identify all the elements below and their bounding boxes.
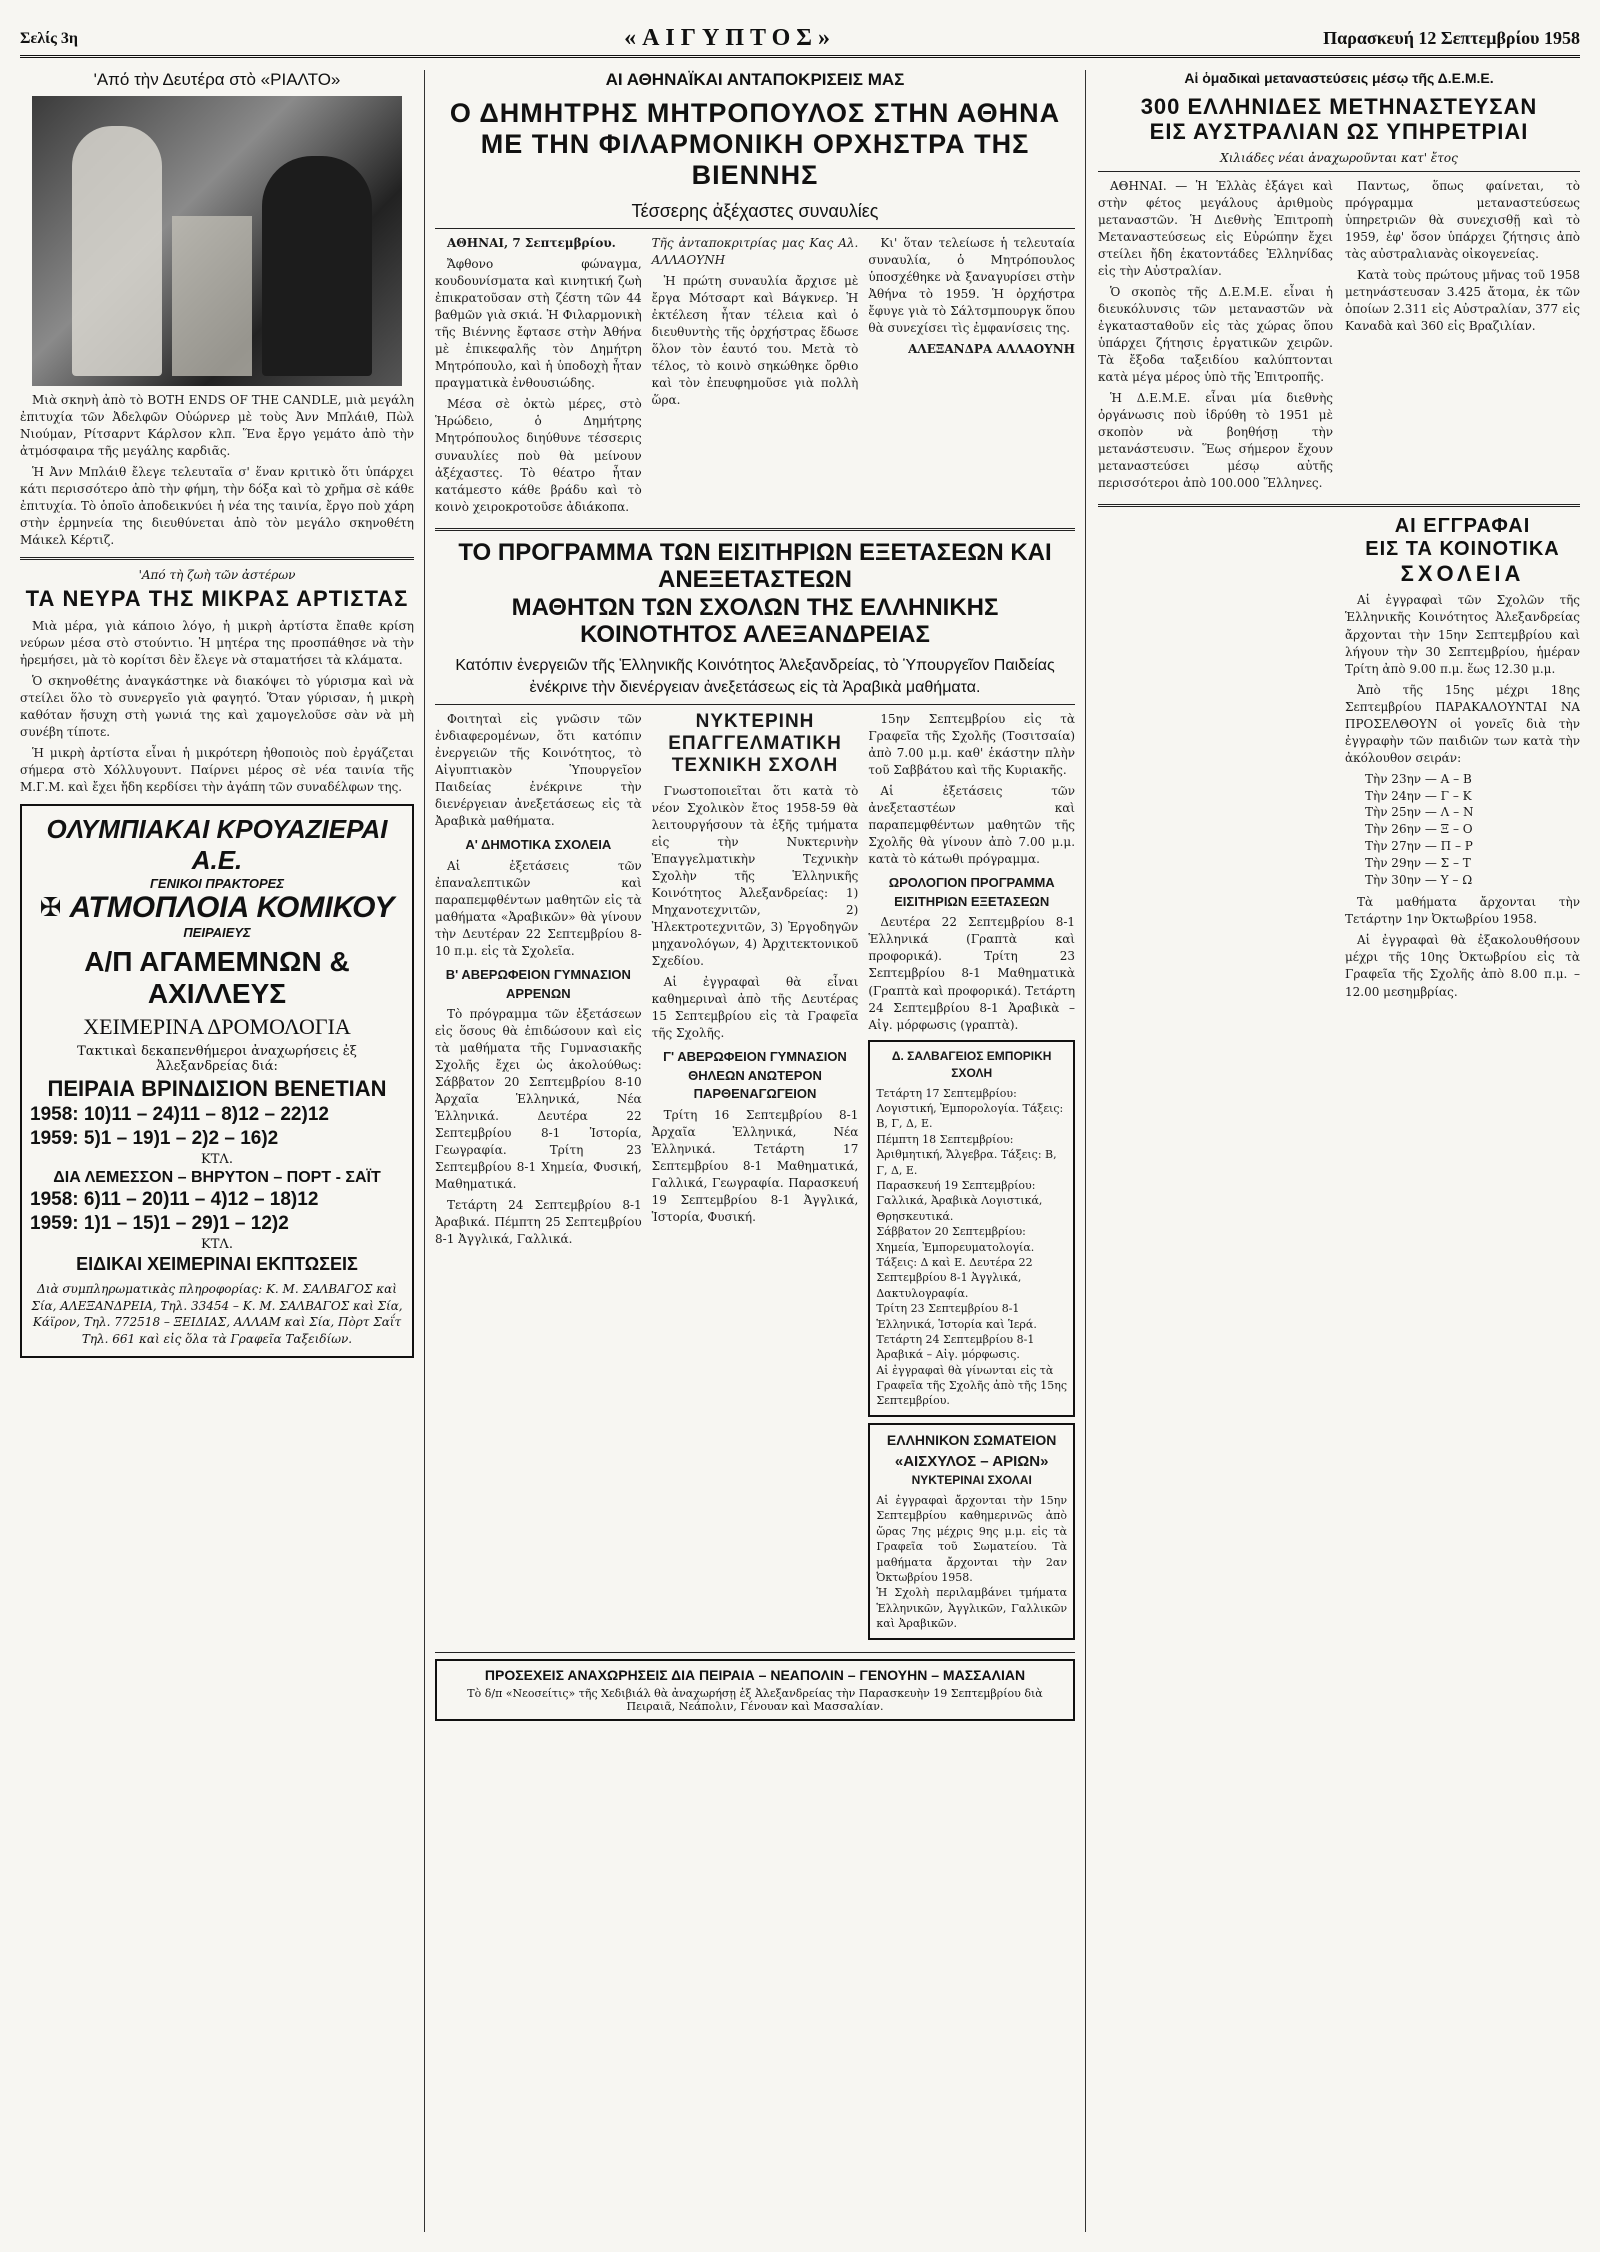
ad-company-title: ΟΛΥΜΠΙΑΚΑΙ ΚΡΟΥΑΖΙΕΡΑΙ Α.Ε.: [46, 813, 388, 875]
program-section-heading: Β' ΑΒΕΡΩΦΕΙΟΝ ΓΥΜΝΑΣΙΟΝ ΑΡΡΕΝΩΝ: [445, 967, 631, 1001]
ad-route-2: ΔΙΑ ΛΕΜΕΣΣΟΝ – ΒΗΡΥΤΟΝ – ΠΟΡΤ - ΣΑΪΤ: [53, 1168, 381, 1186]
enrollment-title-1: ΑΙ ΕΓΓΡΑΦΑΙ: [1394, 515, 1531, 538]
film-still-photo: [32, 96, 402, 386]
salvageios-line: Αἱ ἐγγραφαὶ θὰ γίνωνται εἰς τὰ Γραφεῖα τῆς Σχολῆς ἀπὸ τῆς 15ης Σεπτεμβρίου.: [876, 1363, 1067, 1408]
program-paragraph: Αἱ ἐξετάσεις τῶν ἐπαναλεπτικῶν καὶ παραπεμφθέντων μαθητῶν εἰς τὰ μαθήματα «Ἀραβικῶν» θὰ γίνουν τὴν Δευτέραν 22 Σεπτεμβρίου 8-10 π.μ. εἰς τὰ Σχολεῖα.: [435, 858, 642, 959]
society-name: «ΑΙΣΧΥΛΟΣ – ΑΡΙΩΝ»: [894, 1452, 1049, 1470]
ad-discounts: ΕΙΔΙΚΑΙ ΧΕΙΜΕΡΙΝΑΙ ΕΚΠΤΩΣΕΙΣ: [76, 1253, 358, 1274]
enrollment-paragraph: Ἀπὸ τῆς 15ης μέχρι 18ης Σεπτεμβρίου ΠΑΡΑΚΑΛΟΥΝΤΑΙ ΝΑ ΠΡΟΣΕΛΘΟΥΝ οἱ γονεῖς διὰ τὴν ἐγγραφὴν τῶν παιδιῶν των κατὰ τὴν ἀκόλουθον σειράν:: [1345, 682, 1580, 765]
mitropoulos-headline-1: Ο ΔΗΜΗΤΡΗΣ ΜΗΤΡΟΠΟΥΛΟΣ ΣΤΗΝ ΑΘΗΝΑ: [449, 98, 1061, 128]
program-paragraph: Τρίτη 16 Σεπτεμβρίου 8-1 Ἀρχαῖα Ἑλληνικά, Νέα Ἑλληνικά. Τετάρτη 17 Σεπτεμβρίου 8-1 Μαθηματικά, Γαλλικά, Γεωγραφία. Παρασκευή 19 Σεπτεμβρίου 8-1 Ἀγγλικά, Ἱστορία, Φυσική.: [651, 1107, 859, 1224]
nerves-article: [20, 618, 414, 796]
program-body: [435, 711, 1075, 1645]
emigration-paragraph: Ὁ σκοπὸς τῆς Δ.Ε.Μ.Ε. εἶναι ἡ διευκόλυνσις τῶν μεταναστῶν νὰ ἐγκατασταθοῦν εἰς τὰς χώρας ὅπου ὑπάρχει ζήτησις ἐργατικῶν χειρῶν. Τὰ ἔξοδα ταξειδίου καλύπτονται κατὰ μέγα μέρος ὑπὸ τῆς Ἐπιτροπῆς.: [1098, 284, 1333, 384]
program-paragraph: Τετάρτη 24 Σεπτεμβρίου 8-1 Ἀραβικά. Πέμπτη 25 Σεπτεμβρίου 8-1 Ἀγγλικά, Γαλλικά.: [435, 1198, 642, 1247]
byline: Τῆς ἀνταποκριτρίας μας Κας Αλ. ΑΛΛΑΟΥΝΗ: [651, 236, 859, 268]
enrollment-letter-row: Τὴν 24ην — Γ – Κ: [1365, 788, 1472, 803]
ad-city: ΠΕΙΡΑΙΕΥΣ: [183, 924, 251, 940]
photo-figure-center: [172, 216, 252, 376]
dateline: ΑΘΗΝΑΙ, 7 Σεπτεμβρίου.: [447, 236, 616, 251]
middle-section: [435, 70, 1075, 2232]
salvageios-line: Σάββατον 20 Σεπτεμβρίου: Χημεία, Ἐμπορευματολογία. Τάξεις: Δ καὶ Ε. Δευτέρα 22 Σεπτεμβρίου 8-1 Ἀγγλικά, Δακτυλογραφία.: [876, 1225, 1035, 1300]
divider: [435, 704, 1075, 705]
society-paragraph: Αἱ ἐγγραφαὶ ἄρχονται τὴν 15ην Σεπτεμβρίου καθημερινῶς ἀπὸ ὥρας 7ης μέχρις 9ης μ.μ. εἰς τὰ Γραφεῖα τοῦ Σωματείου. Τὰ μαθήματα ἄρχονται τὴν 2αν Ὀκτωβρίου 1958.: [876, 1494, 1068, 1585]
ad-note: Τακτικαὶ δεκαπενθήμεροι ἀναχωρήσεις ἐξ Ἀλεξανδρείας διά:: [77, 1043, 357, 1074]
article-paragraph: Κι' ὅταν τελείωσε ἡ τελευταία συναυλία, ὁ Μητρόπουλος ὑποσχέθηκε νὰ ξαναγυρίσει στὴν Ἀθήνα τὸ 1959. Ἡ ὀρχήστρα ἔφυγε γιὰ τὸ Σάλτσμπουργκ ὅπου θὰ συνεχίσει τὶς ἐμφανίσεις της.: [868, 236, 1075, 336]
program-section-heading: ΩΡΟΛΟΓΙΟΝ ΠΡΟΓΡΑΜΜΑ ΕΙΣΙΤΗΡΙΩΝ ΕΞΕΤΑΣΕΩΝ: [888, 875, 1055, 909]
enrollment-letter-row: Τὴν 25ην — Λ – Ν: [1365, 805, 1474, 820]
photo-body: Ἡ Ἀνν Μπλάιθ ἔλεγε τελευταῖα σ' ἕναν κριτικὸ ὅτι ὑπάρχει κάτι περισσότερο ἀπὸ τὴν φήμη, τὴν δόξα καὶ τὸ χρῆμα σὲ κάθε ἐπιτυχία. Τὸ ὁποῖο ἀποδεικνύει ἡ νέα της ταινία, ἔργο ποὺ χάρη στὴν ἑρμηνεία της διευθύνεται ἀπὸ τὸν μεγάλο σκηνοθέτη Μάικελ Κέρτιζ.: [20, 465, 414, 548]
article-signature: ΑΛΕΞΑΝΔΡΑ ΑΛΛΑΟΥΝΗ: [908, 342, 1075, 357]
ad-brand-name: ΑΤΜΟΠΛΟΙΑ ΚΟΜΙΚΟΥ: [69, 890, 395, 924]
departures-notice: [435, 1659, 1075, 1721]
maltese-cross-icon: ✠: [39, 892, 62, 923]
divider: [435, 228, 1075, 229]
enrollment-letter-list: [1365, 771, 1580, 889]
salvageios-box: [868, 1040, 1075, 1417]
page-number: Σελίς 3η: [20, 29, 78, 47]
nerves-kicker: 'Από τὴ ζωὴ τῶν ἀστέρων: [138, 568, 296, 583]
divider: [435, 528, 1075, 531]
right-column: [1085, 70, 1580, 2232]
program-paragraph: Φοιτηταὶ εἰς γνῶσιν τῶν ἐνδιαφερομένων, ὅτι κατόπιν ἐνεργειῶν τῆς Κοινότητος, τὸ Αἰγυπτιακὸν Ὑπουργεῖον Παιδείας ἐνέκρινε τὴν διενέργειαν ἀνεξετάσεως εἰς τὰ Ἀραβικὰ μαθήματα.: [435, 712, 642, 829]
aeschylos-box: [868, 1423, 1075, 1640]
divider: [435, 1652, 1075, 1653]
ad-route-1-1958: 1958: 10)11 – 24)11 – 8)12 – 22)12: [30, 1103, 329, 1125]
nerves-paragraph: Ἡ μικρὴ ἀρτίστα εἶναι ἡ μικρότερη ἠθοποιὸς ποὺ ἐργάζεται σήμερα στὸ Χόλλυγουντ. Παίρνει μέρος σὲ νέα ταινία τῆς Μ.Γ.Μ. καὶ ἔχει ἤδη κερδίσει τὴν ἀγάπη τῶν συναδέλφων της.: [20, 745, 414, 794]
enrollment-body: [1345, 592, 1580, 1000]
salvageios-body: [876, 1086, 1067, 1409]
salvageios-line: Πέμπτη 18 Σεπτεμβρίου: Ἀριθμητική, Ἄλγεβρα. Τάξεις: Β, Γ, Δ, Ε.: [876, 1132, 1057, 1177]
athens-kicker: ΑΙ ΑΘΗΝΑΪΚΑΙ ΑΝΤΑΠΟΚΡΙΣΕΙΣ ΜΑΣ: [605, 70, 905, 89]
society-body: [876, 1493, 1067, 1632]
ad-route-2-1958: 1958: 6)11 – 20)11 – 4)12 – 18)12: [30, 1188, 319, 1210]
society-paragraph: Ἡ Σχολὴ περιλαμβάνει τμήματα Ἑλληνικῶν, Ἀγγλικῶν, Γαλλικῶν καὶ Ἀραβικῶν.: [876, 1586, 1068, 1631]
emigration-headline-2: ΕΙΣ ΑΥΣΤΡΑΛΙΑΝ ΩΣ ΥΠΗΡΕΤΡΙΑΙ: [1149, 119, 1529, 145]
photo-caption: Μιὰ σκηνὴ ἀπὸ τὸ BOTH ENDS OF THE CANDLE, μιὰ μεγάλη ἐπιτυχία τῶν Ἀδελφῶν Οὐώρνερ μὲ τοὺς Ἀνν Μπλάιθ, Πὼλ Νιούμαν, Ρίτσαρντ Κάρλσον κλπ. Ἕνα ἔργο γεμάτο ἀπὸ τὴν ἀτμόσφαιρα τῆς μεγάλης καρδιᾶς.: [20, 393, 414, 459]
enrollment-article: [1345, 515, 1580, 1000]
ad-agents-label: ΓΕΝΙΚΟΙ ΠΡΑΚΤΟΡΕΣ: [149, 875, 285, 891]
salvageios-line: Παρασκευή 19 Σεπτεμβρίου: Γαλλικά, Ἀραβικὰ Λογιστικά, Θρησκευτικά.: [876, 1179, 1043, 1223]
enrollment-letter-row: Τὴν 26ην — Ξ – Ο: [1365, 822, 1473, 837]
article-paragraph: Μέσα σὲ ὀκτὼ μέρες, στὸ Ἡρώδειο, ὁ Δημήτρης Μητρόπουλος διηύθυνε τέσσερις συναυλίες ποὺ θὰ μείνουν ἀξέχαστες. Τὸ θέατρο ἦταν κατάμεστο κάθε βράδυ καὶ τὸ κοινὸ χειροκροτοῦσε ἀδιάκοπα.: [435, 397, 642, 514]
divider: [20, 557, 414, 560]
enrollment-paragraph: Αἱ ἐγγραφαὶ θὰ ἐξακολουθήσουν μέχρι τῆς 10ης Ὀκτωβρίου εἰς τὰ Γραφεῖα τῆς Σχολῆς ἀπὸ 8.00 π.μ. – 12.00 μεσημβρίας.: [1345, 933, 1580, 999]
cruise-ad: [20, 804, 414, 1358]
nerves-paragraph: Ὁ σκηνοθέτης ἀναγκάστηκε νὰ διακόψει τὸ γύρισμα καὶ νὰ στείλει ὅλο τὸ συνεργεῖο γιὰ φαγητό. Ὅταν γύρισαν, ἡ μικρὴ καθόταν ἥσυχη στὴ γωνιά της καὶ χαμογελοῦσε σὰν νὰ μὴ συνέβη τίποτε.: [20, 673, 414, 739]
departures-title: ΠΡΟΣΕΧΕΙΣ ΑΝΑΧΩΡΗΣΕΙΣ ΔΙΑ ΠΕΙΡΑΙΑ – ΝΕΑΠΟΛΙΝ – ΓΕΝΟΥΗΝ – ΜΑΣΣΑΛΙΑΝ: [484, 1666, 1026, 1683]
mitropoulos-headline-2: ΜΕ ΤΗΝ ΦΙΛΑΡΜΟΝΙΚΗ ΟΡΧΗΣΤΡΑ ΤΗΣ ΒΙΕΝΝΗΣ: [480, 129, 1030, 191]
emigration-article: [1098, 178, 1580, 497]
rialto-article: [20, 392, 414, 549]
society-subtitle: ΝΥΚΤΕΡΙΝΑΙ ΣΧΟΛΑΙ: [911, 1473, 1032, 1488]
salvageios-line: Τετάρτη 17 Σεπτεμβρίου: Λογιστική, Ἐμπορολογία. Τάξεις: Β, Γ, Δ, Ε.: [876, 1086, 1064, 1131]
enrollment-paragraph: Τὰ μαθήματα ἄρχονται τὴν Τετάρτην 1ην Ὀκτωβρίου 1958.: [1345, 895, 1580, 927]
page-body: [20, 70, 1580, 2232]
enrollment-letter-row: Τὴν 30ην — Υ – Ω: [1365, 872, 1473, 887]
newspaper-title: «ΑΙΓΥΠΤΟΣ»: [624, 25, 836, 51]
program-title-1: ΤΟ ΠΡΟΓΡΑΜΜΑ ΤΩΝ ΕΙΣΙΤΗΡΙΩΝ ΕΞΕΤΑΣΕΩΝ ΚΑΙ ΑΝΕΞΕΤΑΣΤΕΩΝ: [458, 538, 1052, 594]
enrollment-letter-row: Τὴν 27ην — Π – Ρ: [1365, 838, 1473, 853]
emigration-kicker: Αἱ ὁμαδικαὶ μεταναστεύσεις μέσῳ τῆς Δ.Ε.Μ.Ε.: [1184, 70, 1494, 86]
ad-footer: Διὰ συμπληρωματικὰς πληροφορίας: Κ. Μ. ΣΑΛΒΑΓΟΣ καὶ Σία, ΑΛΕΞΑΝΔΡΕΙΑ, Τηλ. 33454 – Κ. Μ. ΣΑΛΒΑΓΟΣ καὶ Σία, Κάϊρον, Τηλ. 772518 – ΞΕΙΔΙΑΣ, ΑΛΛΑΜ καὶ Σία, Πὸρτ Σαΐτ Τηλ. 661 καὶ εἰς ὅλα τὰ Γραφεῖα Ταξειδίων.: [31, 1281, 403, 1347]
salvageios-heading: Δ. ΣΑΛΒΑΓΕΙΟΣ ΕΜΠΟΡΙΚΗ ΣΧΟΛΗ: [891, 1048, 1052, 1080]
night-school-title: ΝΥΚΤΕΡΙΝΗ ΕΠΑΓΓΕΛΜΑΤΙΚΗ ΤΕΧΝΙΚΗ ΣΧΟΛΗ: [668, 711, 842, 776]
society-title: ΕΛΛΗΝΙΚΟΝ ΣΩΜΑΤΕΙΟΝ: [886, 1431, 1057, 1448]
issue-date: Παρασκευή 12 Σεπτεμβρίου 1958: [1323, 28, 1580, 48]
enrollment-paragraph: Αἱ ἐγγραφαὶ τῶν Σχολῶν τῆς Ἑλληνικῆς Κοινότητος Ἀλεξανδρείας ἄρχονται τὴν 15ην Σεπτεμβρίου καὶ λήγουν τὴν 30 Σεπτεμβρίου, ἡμέραν Τρίτη ἀπὸ 9.00 π.μ. ἕως 12.30 μ.μ.: [1345, 593, 1580, 676]
ad-ktl: ΚΤΛ.: [201, 1236, 233, 1252]
photo-figure-right: [262, 156, 372, 376]
ad-season: ΧΕΙΜΕΡΙΝΑ ΔΡΟΜΟΛΟΓΙΑ: [83, 1013, 351, 1039]
left-column: [20, 70, 425, 2232]
program-lead: Κατόπιν ἐνεργειῶν τῆς Ἑλληνικῆς Κοινότητος Ἀλεξανδρείας, τὸ Ὑπουργεῖον Παιδείας ἐνέκρινε τὴν διενέργειαν ἀνεξετάσεως εἰς τὰ Ἀραβικὰ μαθήματα.: [455, 657, 1055, 696]
emigration-paragraph: Κατὰ τοὺς πρώτους μῆνας τοῦ 1958 μετηνάστευσαν 3.425 ἄτομα, ἐκ τῶν ὁποίων 2.311 εἰς Αὐστραλίαν, 377 εἰς Καναδὰ καὶ 360 εἰς Βραζιλίαν.: [1345, 267, 1580, 333]
program-paragraph: Γνωστοποιεῖται ὅτι κατὰ τὸ νέον Σχολικὸν ἔτος 1958-59 θὰ λειτουργήσουν τὰ ἑξῆς τμήματα εἰς τὴν Νυκτερινὴν Ἐπαγγελματικὴν Τεχνικὴν Σχολὴν τῆς Ἑλληνικῆς Κοινότητος Ἀλεξανδρείας: 1) Μηχανοτεχνιτῶν, 2) Ἠλεκτροτεχνιτῶν, 3) Ἐργοδηγῶν μηχανολόγων, 4) Ἀρχιτεκτονικοῦ Σχεδίου.: [651, 783, 859, 969]
photo-figure-left: [72, 126, 162, 376]
program-paragraph: Αἱ ἐγγραφαὶ θὰ εἶναι καθημεριναὶ ἀπὸ τῆς Δευτέρας 15 Σεπτεμβρίου εἰς τὰ Γραφεῖα τῆς Σχολῆς.: [651, 975, 859, 1041]
emigration-headline-1: 300 ΕΛΛΗΝΙΔΕΣ ΜΕΤΗΝΑΣΤΕΥΣΑΝ: [1140, 94, 1538, 119]
divider: [1098, 171, 1580, 172]
mitropoulos-subhead: Τέσσερης ἀξέχαστες συναυλίες: [631, 201, 879, 222]
emigration-subkicker: Χιλιάδες νέαι ἀναχωροῦνται κατ' ἔτος: [1220, 150, 1458, 165]
enrollment-title-3: ΣΧΟΛΕΙΑ: [1400, 561, 1525, 587]
ad-route-1: ΠΕΙΡΑΙΑ ΒΡΙΝΔΙΣΙΟΝ ΒΕΝΕΤΙΑΝ: [47, 1075, 387, 1101]
program-paragraph: Τὸ πρόγραμμα τῶν ἐξετάσεων εἰς ὅσους θὰ ἐπιδώσουν καὶ εἰς τὰ μαθήματα τῆς Γυμνασιακῆς Σχολῆς ἔχει ὡς ἀκολούθως: Σάββατον 20 Σεπτεμβρίου 8-10 Ἀρχαῖα Ἑλληνικά, Νέα Ἑλληνικά. Δευτέρα 22 Σεπτεμβρίου 8-1 Ἱστορία, Γεωγραφία. Τρίτη 23 Σεπτεμβρίου 8-1 Χημεία, Φυσική, Μαθηματικά.: [435, 1006, 642, 1192]
ad-route-1-1959: 1959: 5)1 – 19)1 – 2)2 – 16)2: [30, 1127, 279, 1149]
salvageios-line: Τρίτη 23 Σεπτεμβρίου 8-1 Ἑλληνικά, Ἱστορία καὶ Ἱερά. Τετάρτη 24 Σεπτεμβρίου 8-1 Ἀραβικά – Αἰγ. μόρφωσις.: [876, 1302, 1037, 1362]
ad-route-2-1959: 1959: 1)1 – 15)1 – 29)1 – 12)2: [30, 1212, 289, 1234]
ad-ktl: ΚΤΛ.: [201, 1151, 233, 1167]
program-section-heading: Α' ΔΗΜΟΤΙΚΑ ΣΧΟΛΕΙΑ: [465, 837, 612, 853]
enrollment-title-2: ΕΙΣ ΤΑ ΚΟΙΝΟΤΙΚΑ: [1365, 538, 1560, 561]
emigration-paragraph: ΑΘΗΝΑΙ. — Ἡ Ἑλλὰς ἐξάγει καὶ στὴν φέτος μεγάλους ἀριθμοὺς μεταναστῶν. Ἡ Διεθνὴς Ἐπιτροπὴ Μεταναστεύσεως εἰς Εὐρώπην ἔχει στείλει ἤδη ἑκατοντάδες Ἑλληνίδας εἰς τὴν Αὐστραλίαν.: [1098, 178, 1333, 278]
rialto-heading: 'Από τὴν Δευτέρα στὸ «ΡΙΑΛΤΟ»: [93, 70, 341, 89]
program-paragraph: Αἱ ἐξετάσεις τῶν ἀνεξεταστέων καὶ παραπεμφθέντων μαθητῶν τῆς Σχολῆς θὰ γίνουν ἀπὸ 7.00 μ.μ. κατὰ τὸ κάτωθι πρόγραμμα.: [868, 784, 1075, 867]
program-paragraph: Δευτέρα 22 Σεπτεμβρίου 8-1 Ἑλληνικά (Γραπτὰ καὶ προφορικά). Τρίτη 23 Σεπτεμβρίου 8-1 Μαθηματικὰ (Γραπτὰ καὶ προφορικά). Τετάρτη 24 Σεπτεμβρίου 8-1 Ἀραβικὰ – Αἰγ. μόρφωσις (γραπτὰ).: [868, 915, 1075, 1032]
divider: [1098, 504, 1580, 507]
article-paragraph: Ἄφθονο φώναγμα, κουδουνίσματα καὶ κινητική ζωὴ ἐπικρατοῦσαν στὴ ζέστη τῶν 44 βαθμῶν γιὰ σκιά. Ἡ Φιλαρμονικὴ τῆς Βιέννης ἔφτασε στὴν Ἀθήνα μὲ ἐπικεφαλῆς τὸν Δημήτρη Μητρόπουλο, καὶ ἡ ὑποδοχὴ ἦταν πραγματικὰ ἐνθουσιώδης.: [435, 257, 642, 391]
emigration-paragraph: Ἡ Δ.Ε.Μ.Ε. εἶναι μία διεθνὴς ὀργάνωσις ποὺ ἱδρύθη τὸ 1951 μὲ σκοπὸν νὰ βοηθήσῃ τὴν μετανάστευσιν. Ἕως σήμερον ἔχουν μεταναστεύσει μέσῳ αὐτῆς περισσότεροι ἀπὸ 100.000 Ἕλληνες.: [1098, 390, 1333, 491]
enrollment-letter-row: Τὴν 23ην — Α – Β: [1365, 771, 1472, 786]
program-section-heading: Γ' ΑΒΕΡΩΦΕΙΟΝ ΓΥΜΝΑΣΙΟΝ ΘΗΛΕΩΝ ΑΝΩΤΕΡΟΝ ΠΑΡΘΕΝΑΓΩΓΕΙΟΝ: [663, 1049, 847, 1102]
mitropoulos-article: [435, 235, 1075, 520]
masthead: [20, 22, 1580, 58]
nerves-title: ΤΑ ΝΕΥΡΑ ΤΗΣ ΜΙΚΡΑΣ ΑΡΤΙΣΤΑΣ: [25, 586, 409, 612]
ad-ships: Α/Π ΑΓΑΜΕΜΝΩΝ & ΑΧΙΛΛΕΥΣ: [84, 945, 350, 1009]
nerves-paragraph: Μιὰ μέρα, γιὰ κάποιο λόγο, ἡ μικρὴ ἀρτίστα ἔπαθε κρίση νεύρων μέσα στὸ στούντιο. Ἡ μητέρα της προσπάθησε νὰ τὴν ἠρεμήσει, μὰ τὸ κορίτσι δὲν ἔλεγε νὰ σταματήσει τὰ κλάματα.: [20, 618, 414, 667]
program-paragraph: 15ην Σεπτεμβρίου εἰς τὰ Γραφεῖα τῆς Σχολῆς (Τοσιτσαία) ἀπὸ 7.00 μ.μ. καθ' ἑκάστην πλὴν τοῦ Σαββάτου καὶ τῆς Κυριακῆς.: [868, 712, 1075, 778]
program-title-2: ΜΑΘΗΤΩΝ ΤΩΝ ΣΧΟΛΩΝ ΤΗΣ ΕΛΛΗΝΙΚΗΣ ΚΟΙΝΟΤΗΤΟΣ ΑΛΕΞΑΝΔΡΕΙΑΣ: [511, 593, 999, 649]
emigration-paragraph: Παντως, ὅπως φαίνεται, τὸ πρόγραμμα μεταναστεύσεως ὑπηρετριῶν θὰ συνεχισθῇ καὶ τὸ 1959, ἐφ' ὅσον ὑπάρχει ζήτησις ἀπὸ τὰς αὐστραλιανὰς οἰκογενείας.: [1345, 178, 1580, 261]
enrollment-letter-row: Τὴν 29ην — Σ – Τ: [1365, 855, 1471, 870]
ad-brand-row: [30, 891, 404, 925]
departures-body: Τὸ δ/π «Νεοσείτις» τῆς Χεδιβιάλ θὰ ἀναχωρήσῃ ἐξ Ἀλεξανδρείας τὴν Παρασκευὴν 19 Σεπτεμβρίου διὰ Πειραιᾶ, Νεάπολιν, Γένουαν καὶ Μασσαλίαν.: [467, 1686, 1043, 1713]
article-paragraph: Ἡ πρώτη συναυλία ἄρχισε μὲ ἔργα Μότσαρτ καὶ Βάγκνερ. Ἡ ἐκτέλεση ἦταν τέλεια καὶ ὁ διευθυντὴς τῆς ὀρχήστρας ἔδωσε ὅλον τὸν ἑαυτό του. Μετὰ τὸ τέλος, τὸ κοινὸ σηκώθηκε ὄρθιο καὶ τὸν ἐπευφημοῦσε γιὰ πολλὴ ὥρα.: [651, 274, 859, 408]
